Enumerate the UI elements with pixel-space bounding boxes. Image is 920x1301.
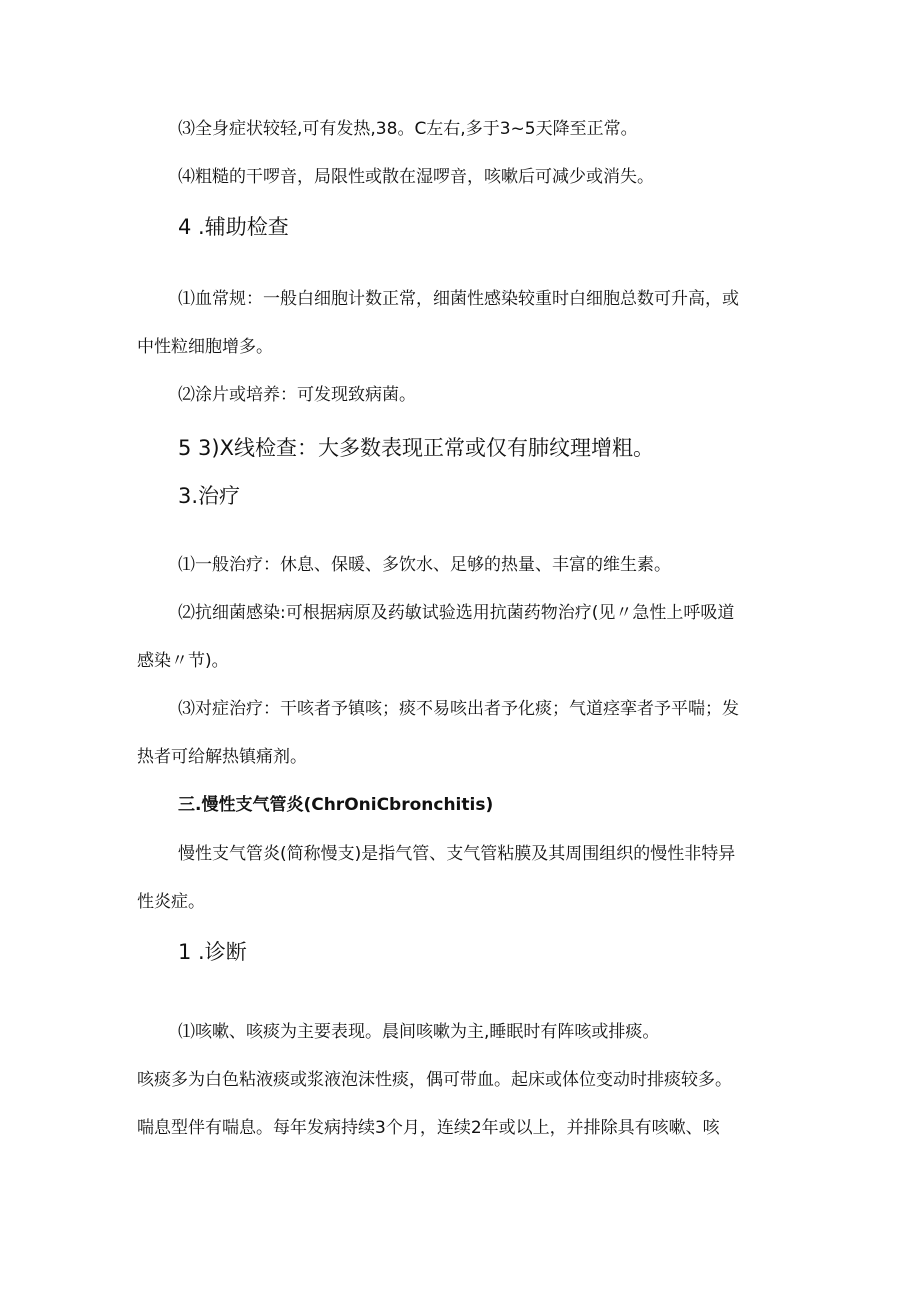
treatment-item-2-line-2: 感染〃节)。	[137, 651, 229, 671]
section-diagnosis-heading: 1 .诊断	[178, 940, 247, 964]
exam-item-3: 5 3)X线检查：大多数表现正常或仅有肺纹理增粗。	[178, 436, 654, 460]
chapter-heading-chronic-bronchitis: 三.慢性支气管炎(ChrOniCbronchitis)	[178, 795, 494, 815]
diagnosis-item-1-line-1: ⑴咳嗽、咳痰为主要表现。晨间咳嗽为主,睡眠时有阵咳或排痰。	[178, 1022, 660, 1042]
exam-item-2: ⑵涂片或培养：可发现致病菌。	[178, 385, 416, 405]
diagnosis-item-1-line-3: 喘息型伴有喘息。每年发病持续3个月，连续2年或以上，并排除具有咳嗽、咳	[137, 1118, 720, 1138]
symptom-item-3: ⑶全身症状较轻,可有发热,38。C左右,多于3~5天降至正常。	[178, 119, 638, 139]
symptom-item-4: ⑷粗糙的干啰音，局限性或散在湿啰音，咳嗽后可减少或消失。	[178, 167, 654, 187]
definition-line-1: 慢性支气管炎(简称慢支)是指气管、支气管粘膜及其周围组织的慢性非特异	[178, 844, 736, 864]
treatment-item-3-line-2: 热者可给解热镇痛剂。	[137, 747, 307, 767]
diagnosis-item-1-line-2: 咳痰多为白色粘液痰或浆液泡沫性痰，偶可带血。起床或体位变动时排痰较多。	[137, 1070, 732, 1090]
exam-item-1-line-1: ⑴血常规：一般白细胞计数正常，细菌性感染较重时白细胞总数可升高，或	[178, 289, 739, 309]
definition-line-2: 性炎症。	[137, 892, 205, 912]
treatment-item-1: ⑴一般治疗：休息、保暖、多饮水、足够的热量、丰富的维生素。	[178, 555, 671, 575]
exam-item-1-line-2: 中性粒细胞增多。	[137, 337, 273, 357]
section-treatment-heading: 3.治疗	[178, 484, 241, 508]
section-auxiliary-exam-heading: 4 .辅助检查	[178, 215, 289, 239]
treatment-item-2-line-1: ⑵抗细菌感染:可根据病原及药敏试验选用抗菌药物治疗(见〃急性上呼吸道	[178, 603, 735, 623]
treatment-item-3-line-1: ⑶对症治疗：干咳者予镇咳；痰不易咳出者予化痰；气道痉挛者予平喘；发	[178, 699, 739, 719]
